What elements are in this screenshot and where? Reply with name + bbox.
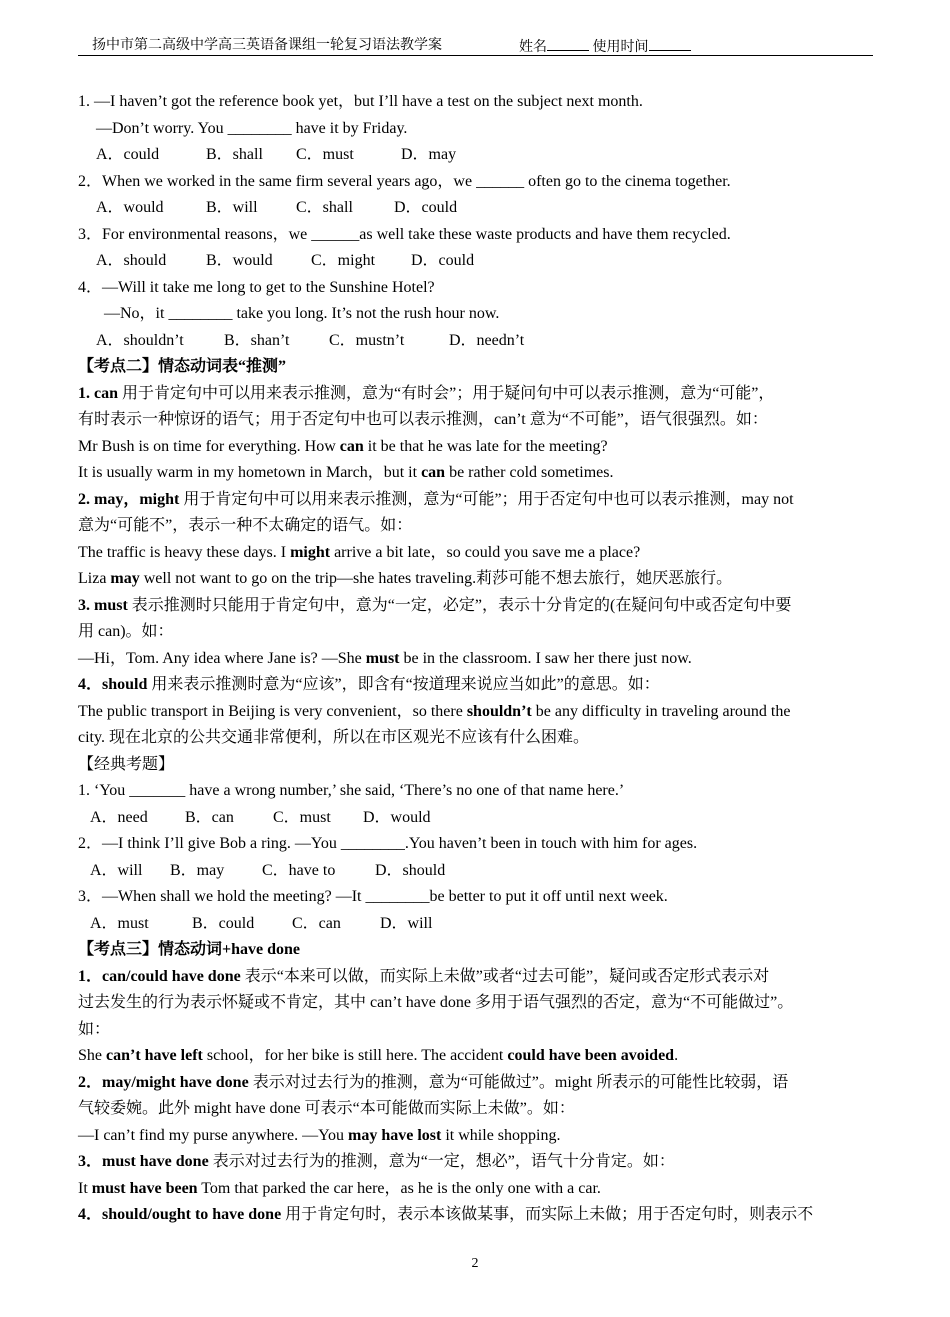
text-run: school，for her bike is still here. The accident <box>202 1047 508 1064</box>
text-run: can <box>339 437 364 455</box>
text-line <box>78 89 873 116</box>
options-line <box>78 248 873 275</box>
text-run: Tom that parked the car here，as he is the only one with a car. <box>197 1179 601 1197</box>
text-line <box>78 354 873 381</box>
text-line <box>78 778 873 805</box>
text-run: 如： <box>78 1020 111 1038</box>
text-run: 表示“本来可以做，而实际上未做”或者“过去可能”，疑问或否定形式表示对 <box>240 967 770 985</box>
answer-option: A．should <box>96 252 167 269</box>
answer-option: C．mustn’t <box>329 331 405 349</box>
text-line <box>78 619 873 646</box>
page-number: 2 <box>471 1256 479 1271</box>
date-blank <box>649 37 691 51</box>
text-run: be any difficulty in traveling around the <box>531 702 791 720</box>
text-line <box>78 884 873 911</box>
answer-option: D．could <box>394 199 458 216</box>
text-line <box>78 566 873 593</box>
text-run: 表示推测时只能用于肯定句中，意为“一定，必定”，表示十分肯定的(在疑问句中或否定句中要 <box>127 596 792 614</box>
text-line <box>78 990 873 1017</box>
name-label: 姓名 <box>519 40 547 55</box>
text-line <box>78 672 873 699</box>
text-run: may have lost <box>348 1126 442 1144</box>
text-line <box>78 434 873 461</box>
text-run: 有时表示一种惊讶的语气；用于否定句中也可以表示推测，can’t 意为“不可能”，语气很强烈。如： <box>78 411 768 428</box>
text-run: 2．When we worked in the same firm several years ago，we ______ often go to the cinema together. <box>78 172 731 190</box>
text-run: 3. must <box>78 596 128 614</box>
text-run: shouldn’t <box>466 702 532 720</box>
answer-option: C．might <box>311 252 376 269</box>
answer-option: B．will <box>206 199 258 216</box>
answer-option: A．need <box>90 808 148 826</box>
text-run: The public transport in Beijing is very convenient，so there <box>78 702 467 720</box>
text-line <box>78 699 873 726</box>
text-run: It is usually warm in my hometown in March，but it <box>78 464 422 481</box>
text-run: can’t have left <box>106 1047 203 1064</box>
answer-option: C．can <box>292 914 341 932</box>
answer-option: A．shouldn’t <box>96 331 184 349</box>
text-line <box>78 381 873 408</box>
text-run: 4．should/ought to have done <box>78 1206 282 1223</box>
text-line <box>78 460 873 487</box>
text-run: 【经典考题】 <box>78 755 175 773</box>
text-run: it while shopping. <box>441 1126 561 1144</box>
text-run: 3．For environmental reasons，we ______as well take these waste products and have them recycled. <box>78 225 731 243</box>
text-line <box>78 487 873 514</box>
answer-option: B．would <box>206 252 273 269</box>
text-run: 用于肯定句时，表示本该做某事，而实际上未做；用于否定句时，则表示不 <box>281 1206 814 1223</box>
text-line <box>78 1017 873 1044</box>
text-run: must have been <box>91 1179 198 1197</box>
text-line <box>78 275 873 302</box>
text-run: 用于肯定句中可以用来表示推测，意为“有时会”；用于疑问句中可以表示推测，意为“可能”， <box>118 384 775 402</box>
text-line <box>78 725 873 752</box>
options-line <box>78 328 873 355</box>
text-line <box>78 513 873 540</box>
text-run: —Don’t worry. You ________ have it by Friday. <box>96 119 408 137</box>
text-run: —No，it ________ take you long. It’s not the rush hour now. <box>104 305 500 322</box>
text-line <box>78 1096 873 1123</box>
header-fields <box>519 37 691 57</box>
answer-option: B．can <box>185 808 234 826</box>
document-body <box>78 89 873 1229</box>
text-run: —Hi，Tom. Any idea where Jane is? —She <box>78 649 366 667</box>
text-run: it be that he was late for the meeting? <box>363 437 608 455</box>
text-run: 1. can <box>78 384 118 402</box>
text-run: 2．—I think I’ll give Bob a ring. —You ________.You haven’t been in touch with him for ages. <box>78 835 698 852</box>
text-run: 用 can)。如： <box>78 623 174 640</box>
text-run: 4．—Will it take me long to get to the Sunshine Hotel? <box>78 278 435 296</box>
answer-option: C．must <box>296 146 354 163</box>
options-line <box>78 858 873 885</box>
text-run: 【考点三】情态动词+have done <box>78 941 301 958</box>
answer-option: A．could <box>96 146 160 163</box>
text-run: can <box>421 464 446 481</box>
text-run: 1. ‘You _______ have a wrong number,’ she said, ‘There’s no one of that name here.’ <box>78 782 625 799</box>
text-run: 表示对过去行为的推测，意为“可能做过”。might 所表示的可能性比较弱，语 <box>248 1073 789 1091</box>
answer-option: A．would <box>96 199 164 216</box>
text-line <box>78 1123 873 1150</box>
text-run: 4．should <box>78 676 148 693</box>
text-run: It <box>78 1179 92 1197</box>
text-line <box>78 407 873 434</box>
answer-option: C．must <box>273 808 331 826</box>
text-run: 用来表示推测时意为“应该”，即含有“按道理来说应当如此”的意思。如： <box>147 676 660 693</box>
text-run: —I can’t find my purse anywhere. —You <box>78 1126 349 1144</box>
options-line <box>78 142 873 169</box>
text-run: Mr Bush is on time for everything. How <box>78 437 340 455</box>
text-run: 气较委婉。此外 might have done 可表示“本可能做而实际上未做”。如： <box>78 1100 575 1117</box>
text-run: 表示对过去行为的推测，意为“一定，想必”，语气十分肯定。如： <box>208 1153 675 1170</box>
text-line <box>78 1202 873 1229</box>
text-line <box>78 752 873 779</box>
text-line <box>78 831 873 858</box>
date-label: 使用时间 <box>592 40 649 55</box>
text-run: be rather cold sometimes. <box>445 464 614 481</box>
text-line <box>78 1149 873 1176</box>
text-run: 过去发生的行为表示怀疑或不肯定，其中 can’t have done 多用于语气强烈的否定，意为“不可能做过”。 <box>78 994 794 1011</box>
text-run: . <box>674 1047 679 1064</box>
text-run: 意为“可能不”，表示一种不太确定的语气。如： <box>78 517 413 534</box>
text-run: may <box>110 570 140 587</box>
answer-option: D．could <box>411 252 475 269</box>
options-line <box>78 195 873 222</box>
text-run: well not want to go on the trip—she hates traveling.莉莎可能不想去旅行，她厌恶旅行。 <box>139 570 733 587</box>
name-blank <box>547 37 589 51</box>
options-line <box>78 805 873 832</box>
text-run: 1．can/could have done <box>78 967 241 985</box>
text-line <box>78 116 873 143</box>
answer-option: D．may <box>401 146 457 163</box>
text-run: might <box>290 543 331 561</box>
text-run: Liza <box>78 570 111 587</box>
text-line <box>78 937 873 964</box>
text-line <box>78 1043 873 1070</box>
text-run: 2. may，might <box>78 490 180 508</box>
answer-option: D．needn’t <box>449 331 525 349</box>
text-run: 【考点二】情态动词表“推测” <box>78 358 287 375</box>
answer-option: B．could <box>192 914 255 932</box>
text-run: She <box>78 1047 106 1064</box>
answer-option: C．have to <box>262 861 336 879</box>
header-title: 扬中市第二高级中学高三英语备课组一轮复习语法教学案 <box>92 38 442 53</box>
answer-option: C．shall <box>296 199 353 216</box>
text-run: be in the classroom. I saw her there just now. <box>399 649 692 667</box>
text-run: 3．—When shall we hold the meeting? —It ________be better to put it off until next week. <box>78 888 668 905</box>
text-line <box>78 964 873 991</box>
answer-option: B．may <box>170 861 225 879</box>
text-line <box>78 1176 873 1203</box>
text-line <box>78 301 873 328</box>
text-run: city. 现在北京的公共交通非常便利，所以在市区观光不应该有什么困难。 <box>78 729 589 746</box>
text-line <box>78 540 873 567</box>
text-run: must <box>365 649 400 667</box>
text-run: The traffic is heavy these days. I <box>78 543 291 561</box>
text-run: 用于肯定句中可以用来表示推测，意为“可能”；用于否定句中也可以表示推测，may not <box>179 490 794 508</box>
answer-option: B．shall <box>206 146 263 163</box>
text-run: 3．must have done <box>78 1153 209 1170</box>
answer-option: D．will <box>380 914 433 932</box>
page-header <box>78 37 873 56</box>
text-line <box>78 1070 873 1097</box>
answer-option: D．would <box>363 808 431 826</box>
text-run: 2．may/might have done <box>78 1073 249 1091</box>
answer-option: D．should <box>375 861 446 879</box>
answer-option: A．must <box>90 914 149 932</box>
text-line <box>78 169 873 196</box>
text-line <box>78 222 873 249</box>
answer-option: A．will <box>90 861 143 879</box>
text-run: could have been avoided <box>507 1047 675 1064</box>
text-run: 1. —I haven’t got the reference book yet，but I’ll have a test on the subject next month. <box>78 93 643 110</box>
options-line <box>78 911 873 938</box>
text-run: arrive a bit late，so could you save me a place? <box>330 543 641 561</box>
answer-option: B．shan’t <box>224 331 290 349</box>
text-line <box>78 646 873 673</box>
text-line <box>78 593 873 620</box>
